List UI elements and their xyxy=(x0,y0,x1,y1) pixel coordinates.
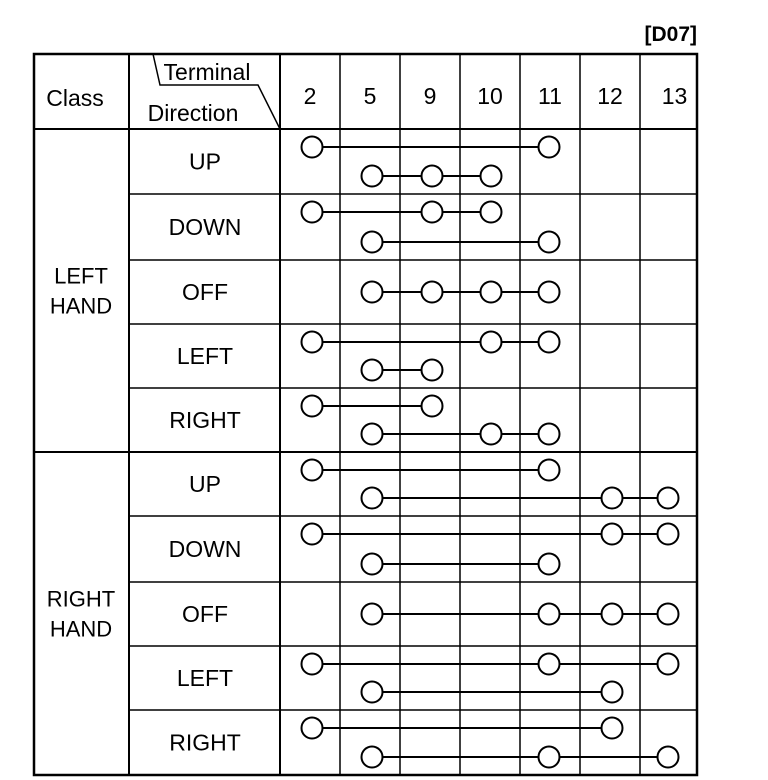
terminal-13-header: 13 xyxy=(661,83,688,109)
class-label-hand: HAND xyxy=(49,616,113,642)
class-label-hand: HAND xyxy=(49,293,113,319)
terminal-9-node xyxy=(422,396,443,417)
terminal-5-node xyxy=(362,232,383,253)
terminal-5-node xyxy=(362,166,383,187)
terminal-10-node xyxy=(481,282,502,303)
terminal-13-node xyxy=(658,604,679,625)
terminal-10-header: 10 xyxy=(477,83,503,109)
terminal-9-node xyxy=(422,360,443,381)
terminal-12-node xyxy=(602,604,623,625)
direction-left: LEFT xyxy=(176,343,234,369)
direction-off: OFF xyxy=(182,279,228,305)
table-border xyxy=(34,54,697,775)
terminal-11-node xyxy=(539,604,560,625)
terminal-11-node xyxy=(539,332,560,353)
terminal-2-node xyxy=(302,718,323,739)
terminal-5-node xyxy=(362,554,383,575)
direction-right: RIGHT xyxy=(169,729,241,756)
terminal-12-header: 12 xyxy=(597,83,623,109)
terminal-headers xyxy=(304,83,688,109)
terminal-11-node xyxy=(539,282,560,303)
direction-left: LEFT xyxy=(176,665,234,691)
terminal-13-node xyxy=(658,488,679,509)
class-label-left: LEFT xyxy=(54,263,108,289)
terminal-11-node xyxy=(539,654,560,675)
terminal-2-node xyxy=(302,332,323,353)
terminal-13-node xyxy=(658,524,679,545)
terminal-header: Terminal xyxy=(163,59,251,85)
terminal-9-node xyxy=(422,166,443,187)
terminal-5-node xyxy=(362,282,383,303)
class-label-right: RIGHT xyxy=(46,586,116,612)
terminal-9-node xyxy=(422,282,443,303)
class-header: Class xyxy=(46,85,104,111)
table-grid xyxy=(34,54,697,775)
diagram-tag: [D07] xyxy=(644,23,697,46)
direction-right: RIGHT xyxy=(169,407,241,433)
terminal-12-node xyxy=(602,682,623,703)
terminal-12-node xyxy=(602,718,623,739)
terminal-2-node xyxy=(302,202,323,223)
direction-up: UP xyxy=(189,471,221,497)
terminal-5-node xyxy=(362,604,383,625)
terminal-5-node xyxy=(362,747,383,768)
terminal-11-node xyxy=(539,232,560,253)
terminal-5-node xyxy=(362,488,383,509)
terminal-13-node xyxy=(658,747,679,768)
terminal-2-header: 2 xyxy=(303,83,317,109)
direction-header: Direction xyxy=(147,100,239,126)
terminal-11-node xyxy=(539,747,560,768)
terminal-10-node xyxy=(481,202,502,223)
terminal-10-node xyxy=(481,166,502,187)
terminal-5-header: 5 xyxy=(363,83,377,109)
terminal-10-node xyxy=(481,332,502,353)
direction-up: UP xyxy=(189,148,221,175)
terminal-5-node xyxy=(362,360,383,381)
direction-off: OFF xyxy=(182,601,228,627)
terminal-12-node xyxy=(602,524,623,545)
terminal-10-node xyxy=(481,424,502,445)
terminal-2-node xyxy=(302,460,323,481)
terminal-5-node xyxy=(362,424,383,445)
terminal-11-node xyxy=(539,424,560,445)
terminal-5-node xyxy=(362,682,383,703)
terminal-11-node xyxy=(539,554,560,575)
terminal-12-node xyxy=(602,488,623,509)
terminal-13-node xyxy=(658,654,679,675)
terminal-11-node xyxy=(539,460,560,481)
terminal-2-node xyxy=(302,396,323,417)
terminal-2-node xyxy=(302,654,323,675)
terminal-2-node xyxy=(302,524,323,545)
terminal-9-header: 9 xyxy=(423,83,437,109)
terminal-11-header: 11 xyxy=(538,83,562,109)
terminal-2-node xyxy=(302,137,323,158)
direction-down: DOWN xyxy=(168,536,242,562)
terminal-9-node xyxy=(422,202,443,223)
direction-down: DOWN xyxy=(168,214,242,240)
terminal-11-node xyxy=(539,137,560,158)
